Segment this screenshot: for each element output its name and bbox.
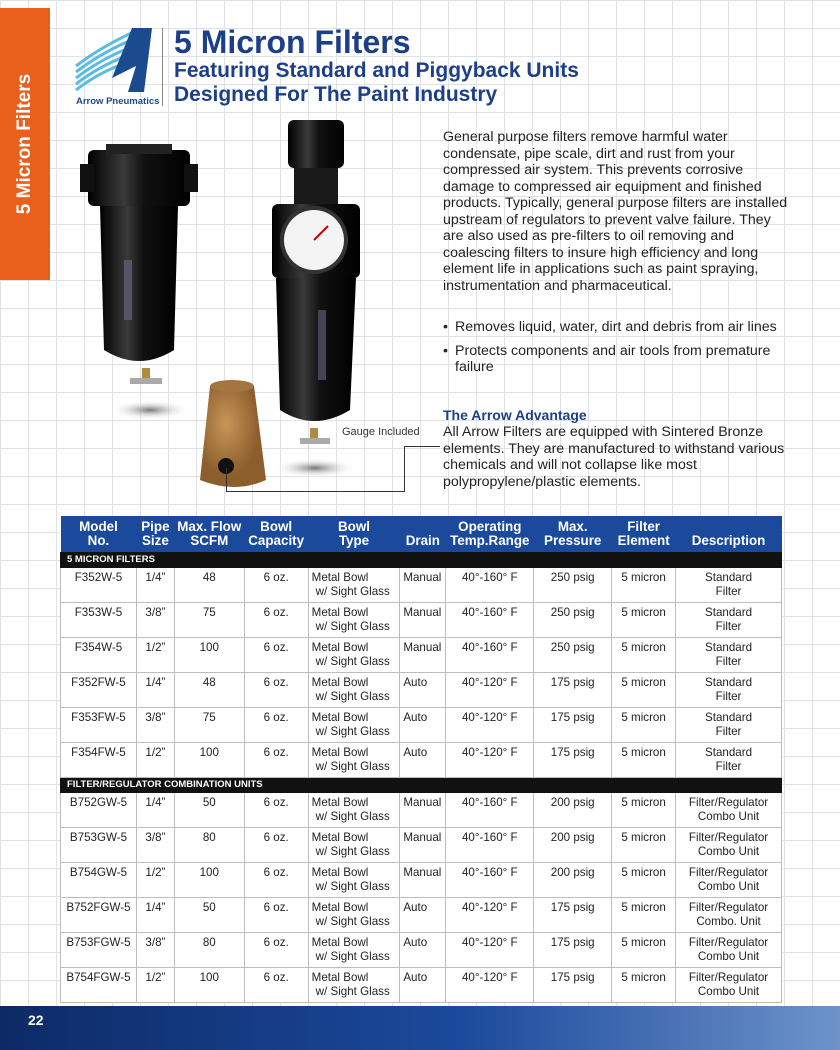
bowl-capacity-cell: 6 oz. [244, 568, 308, 603]
max-pressure-cell: 250 psig [534, 568, 612, 603]
column-header: Model No. [61, 516, 137, 553]
drain-cell: Manual [400, 828, 446, 863]
table-row [61, 863, 782, 898]
callout-line-bottom [226, 491, 405, 492]
max-flow-cell: 80 [174, 828, 244, 863]
callout-line-drop [226, 468, 227, 492]
column-header: Bowl Type [308, 516, 400, 553]
filter-element-cell: 5 micron [612, 568, 676, 603]
model-cell: B754FGW-5 [61, 968, 137, 1003]
filter-element-cell: 5 micron [612, 708, 676, 743]
max-flow-cell: 100 [174, 863, 244, 898]
bowl-type-cell: Metal Bowl w/ Sight Glass [308, 708, 400, 743]
filter-regulator-unit-image [272, 120, 360, 478]
model-cell: F354FW-5 [61, 743, 137, 778]
feature-bullets [443, 319, 788, 383]
subtitle-line-1: Featuring Standard and Piggyback Units [174, 59, 579, 82]
pipe-size-cell: 1/4” [136, 898, 174, 933]
temp-range-cell: 40°-160° F [446, 863, 534, 898]
column-header: Pipe Size [136, 516, 174, 553]
description-cell: Filter/Regulator Combo Unit [676, 863, 782, 898]
model-cell: F354W-5 [61, 638, 137, 673]
drain-cell: Manual [400, 863, 446, 898]
logo-divider [162, 28, 163, 106]
bowl-type-cell: Metal Bowl w/ Sight Glass [308, 968, 400, 1003]
max-pressure-cell: 175 psig [534, 933, 612, 968]
temp-range-cell: 40°-160° F [446, 603, 534, 638]
column-header: Filter Element [612, 516, 676, 553]
bowl-capacity-cell: 6 oz. [244, 933, 308, 968]
table-row [61, 708, 782, 743]
bullet-item: • Removes liquid, water, dirt and debris from air lines [443, 319, 777, 335]
callout-line-vertical [404, 446, 405, 492]
drain-cell: Auto [400, 898, 446, 933]
table-row [61, 898, 782, 933]
filter-element-cell: 5 micron [612, 968, 676, 1003]
description-cell: Standard Filter [676, 568, 782, 603]
max-pressure-cell: 175 psig [534, 898, 612, 933]
bowl-capacity-cell: 6 oz. [244, 898, 308, 933]
bullet-text: Removes liquid, water, dirt and debris from air lines [455, 319, 777, 335]
bowl-type-cell: Metal Bowl w/ Sight Glass [308, 898, 400, 933]
pipe-size-cell: 1/2” [136, 638, 174, 673]
bowl-type-cell: Metal Bowl w/ Sight Glass [308, 603, 400, 638]
description-cell: Standard Filter [676, 708, 782, 743]
side-tab-label: 5 Micron Filters [14, 73, 35, 215]
table-row [61, 793, 782, 828]
max-pressure-cell: 200 psig [534, 863, 612, 898]
arrow-logo-icon [72, 26, 158, 96]
pipe-size-cell: 3/8” [136, 708, 174, 743]
column-header: Operating Temp.Range [446, 516, 534, 553]
filter-element-cell: 5 micron [612, 603, 676, 638]
model-cell: F352W-5 [61, 568, 137, 603]
max-flow-cell: 100 [174, 968, 244, 1003]
arrow-pneumatics-logo [72, 26, 158, 110]
bullet-text: Protects components and air tools from premature failure [455, 342, 771, 375]
drain-cell: Auto [400, 933, 446, 968]
column-header: Bowl Capacity [244, 516, 308, 553]
model-cell: F352FW-5 [61, 673, 137, 708]
logo-text: Arrow Pneumatics [76, 96, 160, 107]
model-cell: F353W-5 [61, 603, 137, 638]
bowl-type-cell: Metal Bowl w/ Sight Glass [308, 638, 400, 673]
model-cell: B753FGW-5 [61, 933, 137, 968]
filter-element-cell: 5 micron [612, 863, 676, 898]
table-section-row [61, 778, 782, 793]
table-section-row [61, 553, 782, 568]
drain-cell: Auto [400, 708, 446, 743]
max-pressure-cell: 175 psig [534, 708, 612, 743]
page-subtitle [174, 59, 579, 107]
description-cell: Filter/Regulator Combo Unit [676, 793, 782, 828]
page-title: 5 Micron Filters [174, 24, 411, 60]
table-row [61, 743, 782, 778]
table-header-row [61, 516, 782, 553]
temp-range-cell: 40°-120° F [446, 898, 534, 933]
max-pressure-cell: 200 psig [534, 793, 612, 828]
specifications-table [60, 516, 782, 1003]
description-cell: Standard Filter [676, 673, 782, 708]
max-flow-cell: 100 [174, 743, 244, 778]
bowl-capacity-cell: 6 oz. [244, 863, 308, 898]
description-cell: Standard Filter [676, 743, 782, 778]
pipe-size-cell: 1/2” [136, 863, 174, 898]
temp-range-cell: 40°-120° F [446, 708, 534, 743]
page-number: 22 [28, 1012, 44, 1028]
drain-cell: Manual [400, 638, 446, 673]
bowl-type-cell: Metal Bowl w/ Sight Glass [308, 568, 400, 603]
bowl-capacity-cell: 6 oz. [244, 673, 308, 708]
column-header: Max. Flow SCFM [174, 516, 244, 553]
pipe-size-cell: 3/8” [136, 828, 174, 863]
description-cell: Filter/Regulator Combo Unit [676, 968, 782, 1003]
filter-element-cell: 5 micron [612, 743, 676, 778]
temp-range-cell: 40°-120° F [446, 673, 534, 708]
table-row [61, 933, 782, 968]
intro-paragraph: General purpose filters remove harmful water condensate, pipe scale, dirt and rust from your compressed air system. This prevents corrosive damage to compressed air equipment and finished products. Typically, general purpose filters are installed upstream of regulators to prevent valve failure. They are also used as pre-filters to oil removing and coalescing filters to insure high efficiency and long element life in applications such as paint spraying, instrumentation and pharmaceutical. [443, 129, 788, 294]
model-cell: B752FGW-5 [61, 898, 137, 933]
max-flow-cell: 48 [174, 673, 244, 708]
table-row [61, 673, 782, 708]
column-header: Drain [400, 516, 446, 553]
bowl-capacity-cell: 6 oz. [244, 743, 308, 778]
temp-range-cell: 40°-120° F [446, 968, 534, 1003]
bowl-capacity-cell: 6 oz. [244, 968, 308, 1003]
max-pressure-cell: 250 psig [534, 603, 612, 638]
bullet-item: • Protects components and air tools from premature failure [443, 343, 788, 376]
filter-element-cell: 5 micron [612, 638, 676, 673]
model-cell: B752GW-5 [61, 793, 137, 828]
side-section-tab [0, 8, 50, 280]
pipe-size-cell: 1/4” [136, 793, 174, 828]
bowl-capacity-cell: 6 oz. [244, 603, 308, 638]
subtitle-line-2: Designed For The Paint Industry [174, 83, 498, 106]
max-pressure-cell: 175 psig [534, 743, 612, 778]
gauge-included-label: Gauge Included [342, 426, 420, 438]
max-flow-cell: 100 [174, 638, 244, 673]
product-photos [60, 110, 440, 510]
max-flow-cell: 50 [174, 898, 244, 933]
max-pressure-cell: 200 psig [534, 828, 612, 863]
filter-element-cell: 5 micron [612, 673, 676, 708]
section-label: FILTER/REGULATOR COMBINATION UNITS [61, 778, 782, 793]
bowl-type-cell: Metal Bowl w/ Sight Glass [308, 863, 400, 898]
bowl-capacity-cell: 6 oz. [244, 708, 308, 743]
bowl-capacity-cell: 6 oz. [244, 638, 308, 673]
max-flow-cell: 48 [174, 568, 244, 603]
table-row [61, 603, 782, 638]
description-cell: Filter/Regulator Combo Unit [676, 933, 782, 968]
filter-element-cell: 5 micron [612, 933, 676, 968]
bowl-capacity-cell: 6 oz. [244, 793, 308, 828]
drain-cell: Auto [400, 673, 446, 708]
table-row [61, 968, 782, 1003]
description-cell: Filter/Regulator Combo Unit [676, 828, 782, 863]
pipe-size-cell: 1/2” [136, 743, 174, 778]
pipe-size-cell: 1/4” [136, 673, 174, 708]
temp-range-cell: 40°-160° F [446, 828, 534, 863]
drain-cell: Manual [400, 568, 446, 603]
model-cell: B753GW-5 [61, 828, 137, 863]
pipe-size-cell: 3/8” [136, 603, 174, 638]
max-flow-cell: 80 [174, 933, 244, 968]
drain-cell: Manual [400, 793, 446, 828]
filter-element-cell: 5 micron [612, 828, 676, 863]
bowl-type-cell: Metal Bowl w/ Sight Glass [308, 793, 400, 828]
max-flow-cell: 75 [174, 708, 244, 743]
model-cell: F353FW-5 [61, 708, 137, 743]
drain-cell: Auto [400, 968, 446, 1003]
max-pressure-cell: 175 psig [534, 968, 612, 1003]
table-row [61, 568, 782, 603]
callout-line-horizontal [404, 446, 440, 447]
max-pressure-cell: 175 psig [534, 673, 612, 708]
column-header: Max. Pressure [534, 516, 612, 553]
description-cell: Filter/Regulator Combo. Unit [676, 898, 782, 933]
bowl-type-cell: Metal Bowl w/ Sight Glass [308, 933, 400, 968]
temp-range-cell: 40°-160° F [446, 638, 534, 673]
sintered-bronze-element-image [200, 380, 266, 487]
pipe-size-cell: 3/8” [136, 933, 174, 968]
filter-element-cell: 5 micron [612, 898, 676, 933]
description-cell: Standard Filter [676, 603, 782, 638]
filter-unit-image [80, 144, 198, 420]
pipe-size-cell: 1/2” [136, 968, 174, 1003]
max-flow-cell: 50 [174, 793, 244, 828]
drain-cell: Auto [400, 743, 446, 778]
advantage-heading: The Arrow Advantage [443, 407, 587, 423]
bowl-type-cell: Metal Bowl w/ Sight Glass [308, 743, 400, 778]
bowl-type-cell: Metal Bowl w/ Sight Glass [308, 828, 400, 863]
bowl-type-cell: Metal Bowl w/ Sight Glass [308, 673, 400, 708]
model-cell: B754GW-5 [61, 863, 137, 898]
max-pressure-cell: 250 psig [534, 638, 612, 673]
page-footer [0, 1006, 840, 1050]
table-row [61, 828, 782, 863]
advantage-text: All Arrow Filters are equipped with Sintered Bronze elements. They are manufactured to withstand various chemicals and will not collapse like most polypropylene/plastic elements. [443, 424, 785, 490]
section-label: 5 MICRON FILTERS [61, 553, 782, 568]
description-cell: Standard Filter [676, 638, 782, 673]
temp-range-cell: 40°-120° F [446, 933, 534, 968]
table-row [61, 638, 782, 673]
temp-range-cell: 40°-120° F [446, 743, 534, 778]
column-header: Description [676, 516, 782, 553]
max-flow-cell: 75 [174, 603, 244, 638]
bowl-capacity-cell: 6 oz. [244, 828, 308, 863]
temp-range-cell: 40°-160° F [446, 568, 534, 603]
filter-element-cell: 5 micron [612, 793, 676, 828]
drain-cell: Manual [400, 603, 446, 638]
temp-range-cell: 40°-160° F [446, 793, 534, 828]
pipe-size-cell: 1/4” [136, 568, 174, 603]
